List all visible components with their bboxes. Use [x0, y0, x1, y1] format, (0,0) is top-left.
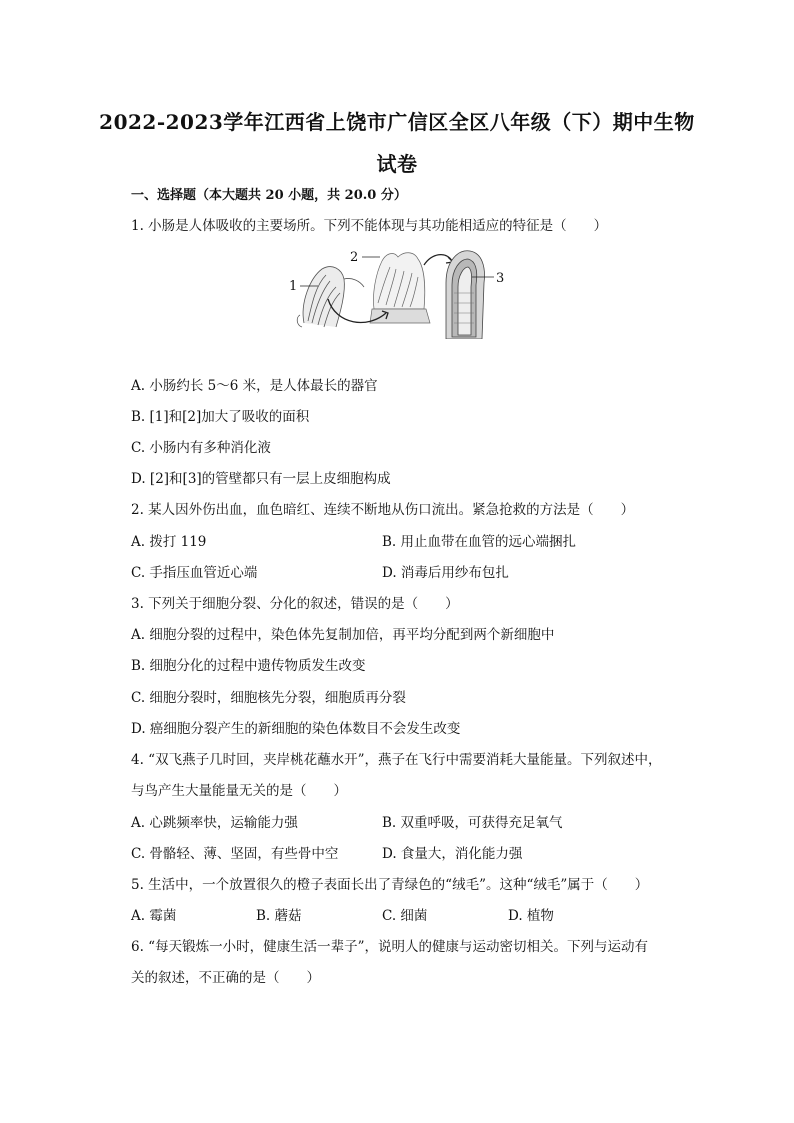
- figure-label-2: 2: [350, 250, 359, 265]
- q5-stem: 5. 生活中，一个放置很久的橙子表面长出了青绿色的“绒毛”。这种“绒毛”属于（ ）: [131, 877, 649, 893]
- q5-option-b[interactable]: B. 蘑菇: [256, 908, 302, 924]
- q4-option-b[interactable]: B. 双重呼吸，可获得充足氧气: [382, 815, 563, 831]
- q2-option-c[interactable]: C. 手指压血管近心端: [131, 565, 258, 581]
- q3-option-b[interactable]: B. 细胞分化的过程中遗传物质发生改变: [131, 658, 366, 674]
- figure-label-3: 3: [496, 271, 505, 286]
- q2-option-b[interactable]: B. 用止血带在血管的远心端捆扎: [382, 534, 577, 550]
- q3-stem: 3. 下列关于细胞分裂、分化的叙述，错误的是（ ）: [131, 596, 459, 612]
- q5-option-c[interactable]: C. 细菌: [382, 908, 428, 924]
- q2-stem: 2. 某人因外伤出血，血色暗红、连续不断地从伤口流出。紧急抢救的方法是（ ）: [131, 502, 635, 518]
- q4-option-a[interactable]: A. 心跳频率快，运输能力强: [131, 815, 298, 831]
- villi-drawing: [370, 253, 430, 323]
- q3-option-a[interactable]: A. 细胞分裂的过程中，染色体先复制加倍，再平均分配到两个新细胞中: [131, 627, 555, 643]
- small-intestine-figure: [286, 243, 516, 339]
- q6-stem-line1: 6. “每天锻炼一小时，健康生活一辈子”，说明人的健康与运动密切相关。下列与运动有: [131, 939, 648, 955]
- q5-option-a[interactable]: A. 霉菌: [131, 908, 177, 924]
- q4-stem-line2: 与鸟产生大量能量无关的是（ ）: [131, 783, 347, 799]
- q1-stem: 1. 小肠是人体吸收的主要场所。下列不能体现与其功能相适应的特征是（ ）: [131, 218, 608, 234]
- section-heading-choice: 一、选择题（本大题共 20 小题，共 20.0 分）: [131, 188, 407, 203]
- q6-stem-line2: 关的叙述，不正确的是（ ）: [131, 970, 320, 986]
- q3-option-c[interactable]: C. 细胞分裂时，细胞核先分裂，细胞质再分裂: [131, 690, 406, 706]
- q1-option-d[interactable]: D. [2]和[3]的管壁都只有一层上皮细胞构成: [131, 471, 391, 487]
- q4-option-d[interactable]: D. 食量大，消化能力强: [382, 846, 523, 862]
- q2-option-d[interactable]: D. 消毒后用纱布包扎: [382, 565, 509, 581]
- q1-option-a[interactable]: A. 小肠约长 5～6 米，是人体最长的器官: [131, 378, 378, 394]
- exam-title-line1: 2022-2023学年江西省上饶市广信区全区八年级（下）期中生物: [99, 110, 695, 134]
- q4-stem-line1: 4. “双飞燕子几时回，夹岸桃花蘸水开”，燕子在飞行中需要消耗大量能量。下列叙述中，: [131, 752, 662, 768]
- small-intestine-illustration: [286, 243, 516, 339]
- exam-title-line2: 试卷: [376, 152, 418, 176]
- single-villus-drawing: [446, 251, 484, 339]
- q3-option-d[interactable]: D. 癌细胞分裂产生的新细胞的染色体数目不会发生改变: [131, 721, 461, 737]
- intestine-fold-drawing: [297, 267, 364, 327]
- q1-option-b[interactable]: B. [1]和[2]加大了吸收的面积: [131, 409, 310, 425]
- figure-label-1: 1: [289, 279, 298, 294]
- q1-option-c[interactable]: C. 小肠内有多种消化液: [131, 440, 271, 456]
- q2-option-a[interactable]: A. 拨打 119: [131, 534, 207, 550]
- q5-option-d[interactable]: D. 植物: [508, 908, 554, 924]
- q4-option-c[interactable]: C. 骨骼轻、薄、坚固，有些骨中空: [131, 846, 339, 862]
